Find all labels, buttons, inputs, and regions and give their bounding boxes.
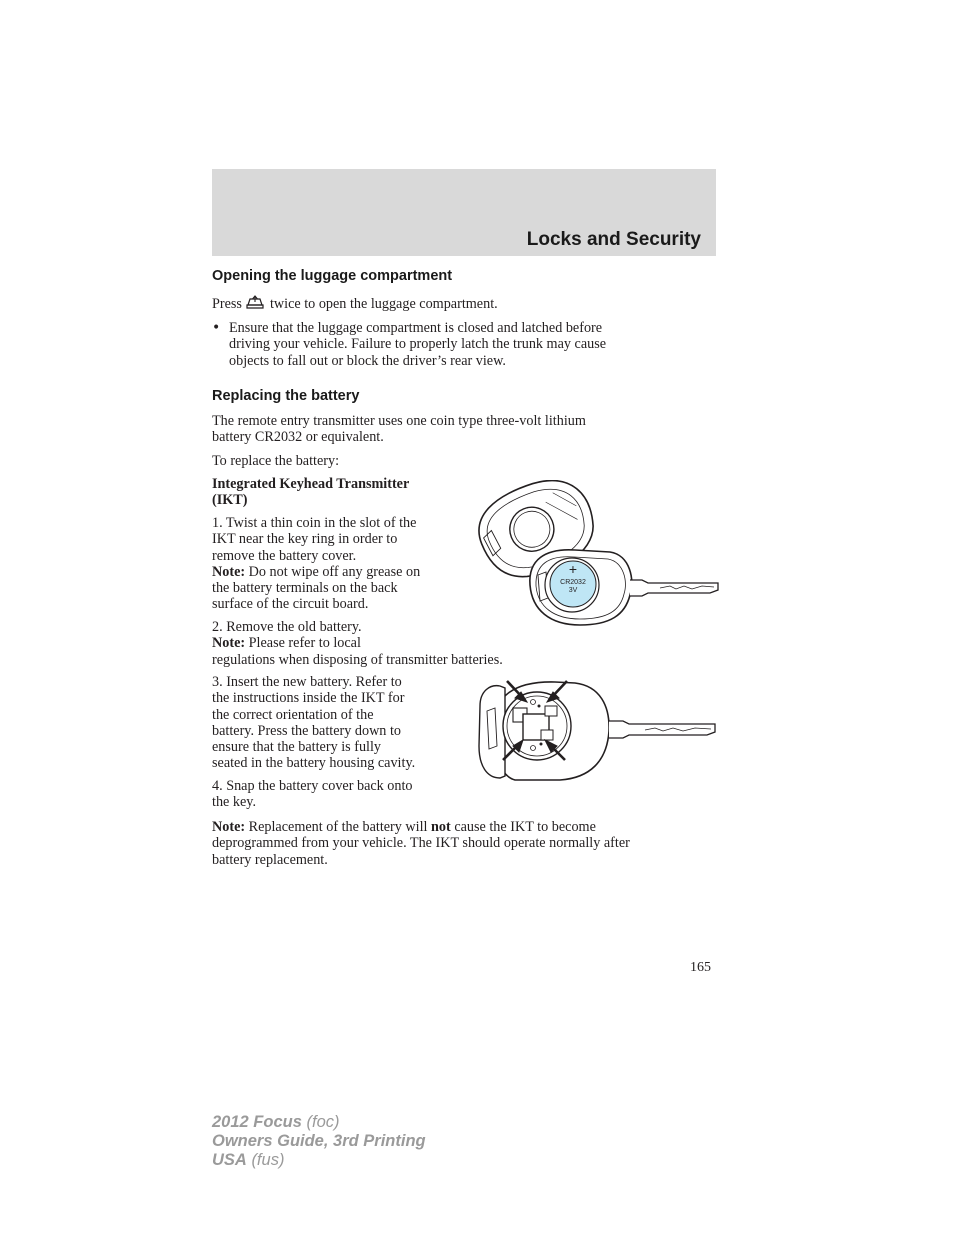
heading-luggage: Opening the luggage compartment <box>212 268 453 284</box>
coin-model-label: CR2032 <box>560 579 586 586</box>
press-instruction: Press twice to open the luggage compartment. <box>212 295 498 315</box>
step-1: 1. Twist a thin coin in the slot of the IKT near the key ring in order to remove the battery cover. Note: Do not wipe off any grease on the battery terminals on the back surface of the circuit board. <box>212 515 421 613</box>
step-3: 3. Insert the new battery. Refer to the instructions inside the IKT for the correct orientation of the battery. Press the battery down to ensure that the battery is fully seated in the battery housing cavity. <box>212 674 416 772</box>
bullet-marker: • <box>212 320 221 336</box>
to-replace-text: To replace the battery: <box>212 453 340 469</box>
footer-imprint: 2012 Focus (foc) Owners Guide, 3rd Printing USA (fus) <box>212 1113 426 1169</box>
coin-voltage-label: 3V <box>568 587 578 594</box>
key-open-cover-illustration <box>470 480 720 630</box>
key-battery-housing-illustration <box>475 676 720 786</box>
final-note: Note: Replacement of the battery will not cause the IKT to become deprogrammed from your vehicle. The IKT should operate normally after battery replacement. <box>212 819 630 868</box>
battery-intro: The remote entry transmitter uses one coin type three-volt lithium battery CR2032 or equivalent. <box>212 413 586 446</box>
section-header-band <box>212 169 716 256</box>
step-2: 2. Remove the old battery. Note: Please refer to local regulations when disposing of transmitter batteries. <box>212 619 503 668</box>
ikt-heading: Integrated Keyhead Transmitter (IKT) <box>212 476 410 509</box>
step-4: 4. Snap the battery cover back onto the key. <box>212 778 413 811</box>
trunk-release-icon <box>246 295 264 315</box>
bullet-text: Ensure that the luggage compartment is closed and latched before driving your vehicle. Failure to properly latch the trunk may cause objects to fall out or block the driver’s rear view. <box>229 320 607 369</box>
page-number: 165 <box>690 960 711 975</box>
heading-battery: Replacing the battery <box>212 388 360 404</box>
section-title: Locks and Security <box>526 229 701 250</box>
coin-plus-label: + <box>568 561 578 577</box>
